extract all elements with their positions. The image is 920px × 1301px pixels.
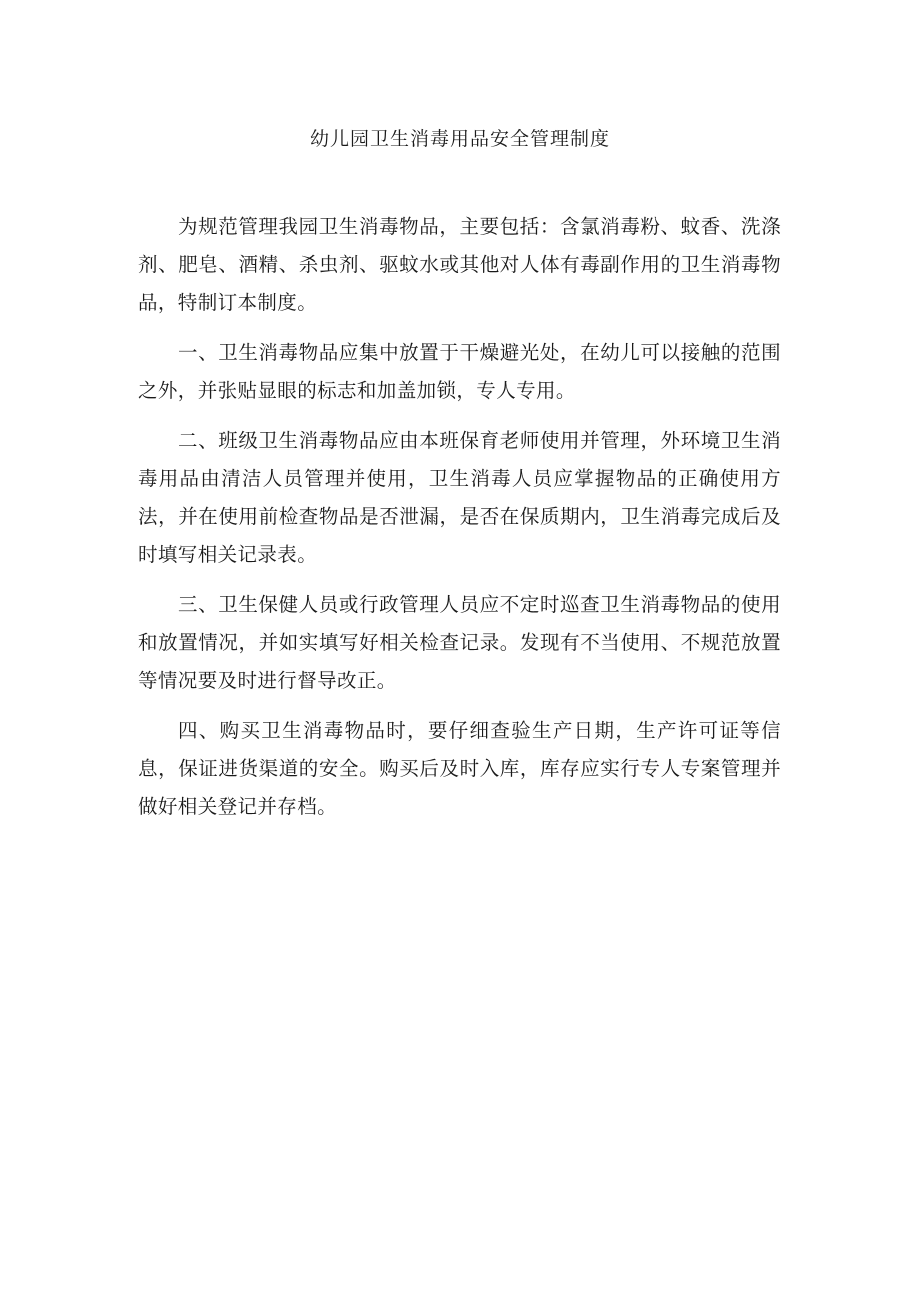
paragraph-rule-3: 三、卫生保健人员或行政管理人员应不定时巡查卫生消毒物品的使用和放置情况，并如实填写好相关检查记录。发现有不当使用、不规范放置等情况要及时进行督导改正。: [138, 593, 781, 692]
paragraph-intro: 为规范管理我园卫生消毒物品，主要包括：含氯消毒粉、蚊香、洗涤剂、肥皂、酒精、杀虫剂、驱蚊水或其他对人体有毒副作用的卫生消毒物品，特制订本制度。: [138, 215, 781, 314]
paragraph-rule-4: 四、购买卫生消毒物品时，要仔细查验生产日期，生产许可证等信息，保证进货渠道的安全。购买后及时入库，库存应实行专人专案管理并做好相关登记并存档。: [138, 719, 781, 818]
paragraph-rule-1: 一、卫生消毒物品应集中放置于干燥避光处，在幼儿可以接触的范围之外，并张贴显眼的标志和加盖加锁，专人专用。: [138, 341, 781, 402]
paragraph-rule-2: 二、班级卫生消毒物品应由本班保育老师使用并管理，外环境卫生消毒用品由清洁人员管理并使用，卫生消毒人员应掌握物品的正确使用方法，并在使用前检查物品是否泄漏，是否在保质期内，卫生消毒完成后及时填写相关记录表。: [138, 429, 781, 566]
document-title: 幼儿园卫生消毒用品安全管理制度: [309, 128, 610, 150]
document-body: [138, 208, 781, 838]
